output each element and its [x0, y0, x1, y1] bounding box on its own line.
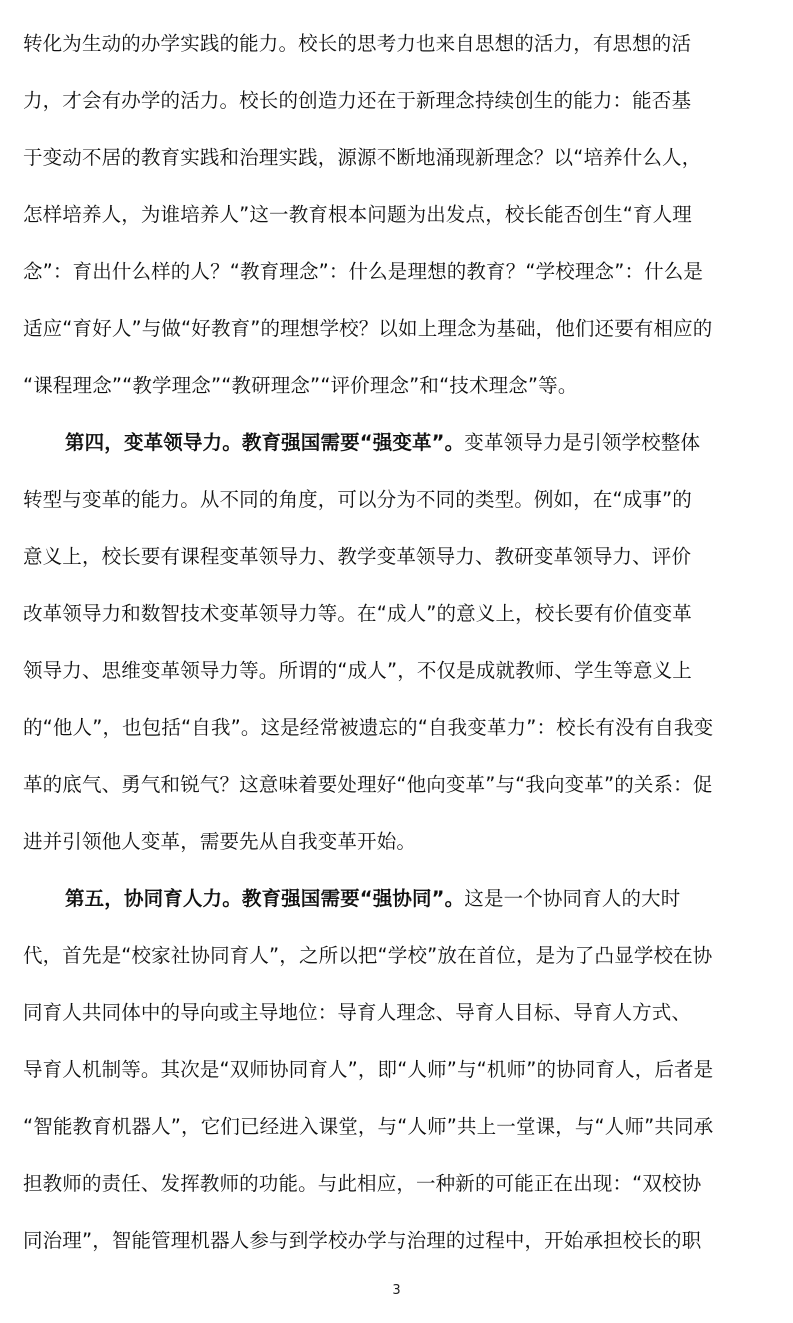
text-line: 于变动不居的教育实践和治理实践，源源不断地涌现新理念？以“培养什么人，	[23, 146, 702, 169]
text-line: 转型与变革的能力。从不同的角度，可以分为不同的类型。例如，在“成事”的	[23, 488, 692, 511]
text-line: 导育人机制等。其次是“双师协同育人”，即“人师”与“机师”的协同育人，后者是	[23, 1058, 714, 1081]
text-line: 同治理”，智能管理机器人参与到学校办学与治理的过程中，开始承担校长的职	[23, 1229, 702, 1252]
text-line: “智能教育机器人”，它们已经进入课堂，与“人师”共上一堂课，与“人师”共同承	[23, 1115, 714, 1138]
section-four-first-line	[65, 429, 775, 457]
text-line: 改革领导力和数智技术变革领导力等。在“成人”的意义上，校长要有价值变革	[23, 602, 692, 625]
text-line: 革的底气、勇气和锐气？这意味着要处理好“他向变革”与“我向变革”的关系：促	[23, 773, 713, 796]
text-line: 怎样培养人，为谁培养人”这一教育根本问题为出发点，校长能否创生“育人理	[23, 203, 692, 226]
text-line: 转化为生动的办学实践的能力。校长的思考力也来自思想的活力，有思想的活	[23, 32, 692, 55]
text-line: 代，首先是“校家社协同育人”，之所以把“学校”放在首位，是为了凸显学校在协	[23, 944, 713, 967]
text-line: 进并引领他人变革，需要先从自我变革开始。	[23, 830, 417, 853]
section-five-heading: 第五，协同育人力。教育强国需要“强协同”。	[65, 887, 465, 910]
text-line: 力，才会有办学的活力。校长的创造力还在于新理念持续创生的能力：能否基	[23, 89, 692, 112]
text-line: 担教师的责任、发挥教师的功能。与此相应，一种新的可能正在出现：“双校协	[23, 1172, 702, 1195]
text-line: 同育人共同体中的导向或主导地位：导育人理念、导育人目标、导育人方式、	[23, 1001, 692, 1024]
text-line: 念”：育出什么样的人？“教育理念”：什么是理想的教育？“学校理念”：什么是	[23, 260, 704, 283]
section-four-first-line-text: 变革领导力是引领学校整体	[464, 431, 701, 454]
text-line: 意义上，校长要有课程变革领导力、教学变革领导力、教研变革领导力、评价	[23, 545, 692, 568]
text-line: “课程理念”“教学理念”“教研理念”“评价理念”和“技术理念”等。	[23, 374, 578, 397]
page-number: 3	[392, 1283, 401, 1298]
text-line: 的“他人”，也包括“自我”。这是经常被遗忘的“自我变革力”：校长有没有自我变	[23, 716, 714, 739]
text-line: 适应“育好人”与做“好教育”的理想学校？以如上理念为基础，他们还要有相应的	[23, 317, 713, 340]
text-line: 领导力、思维变革领导力等。所谓的“成人”，不仅是成就教师、学生等意义上	[23, 659, 692, 682]
section-four-heading: 第四，变革领导力。教育强国需要“强变革”。	[65, 431, 465, 454]
section-five-first-line-text: 这是一个协同育人的大时	[464, 887, 681, 910]
section-five-first-line	[65, 885, 775, 913]
